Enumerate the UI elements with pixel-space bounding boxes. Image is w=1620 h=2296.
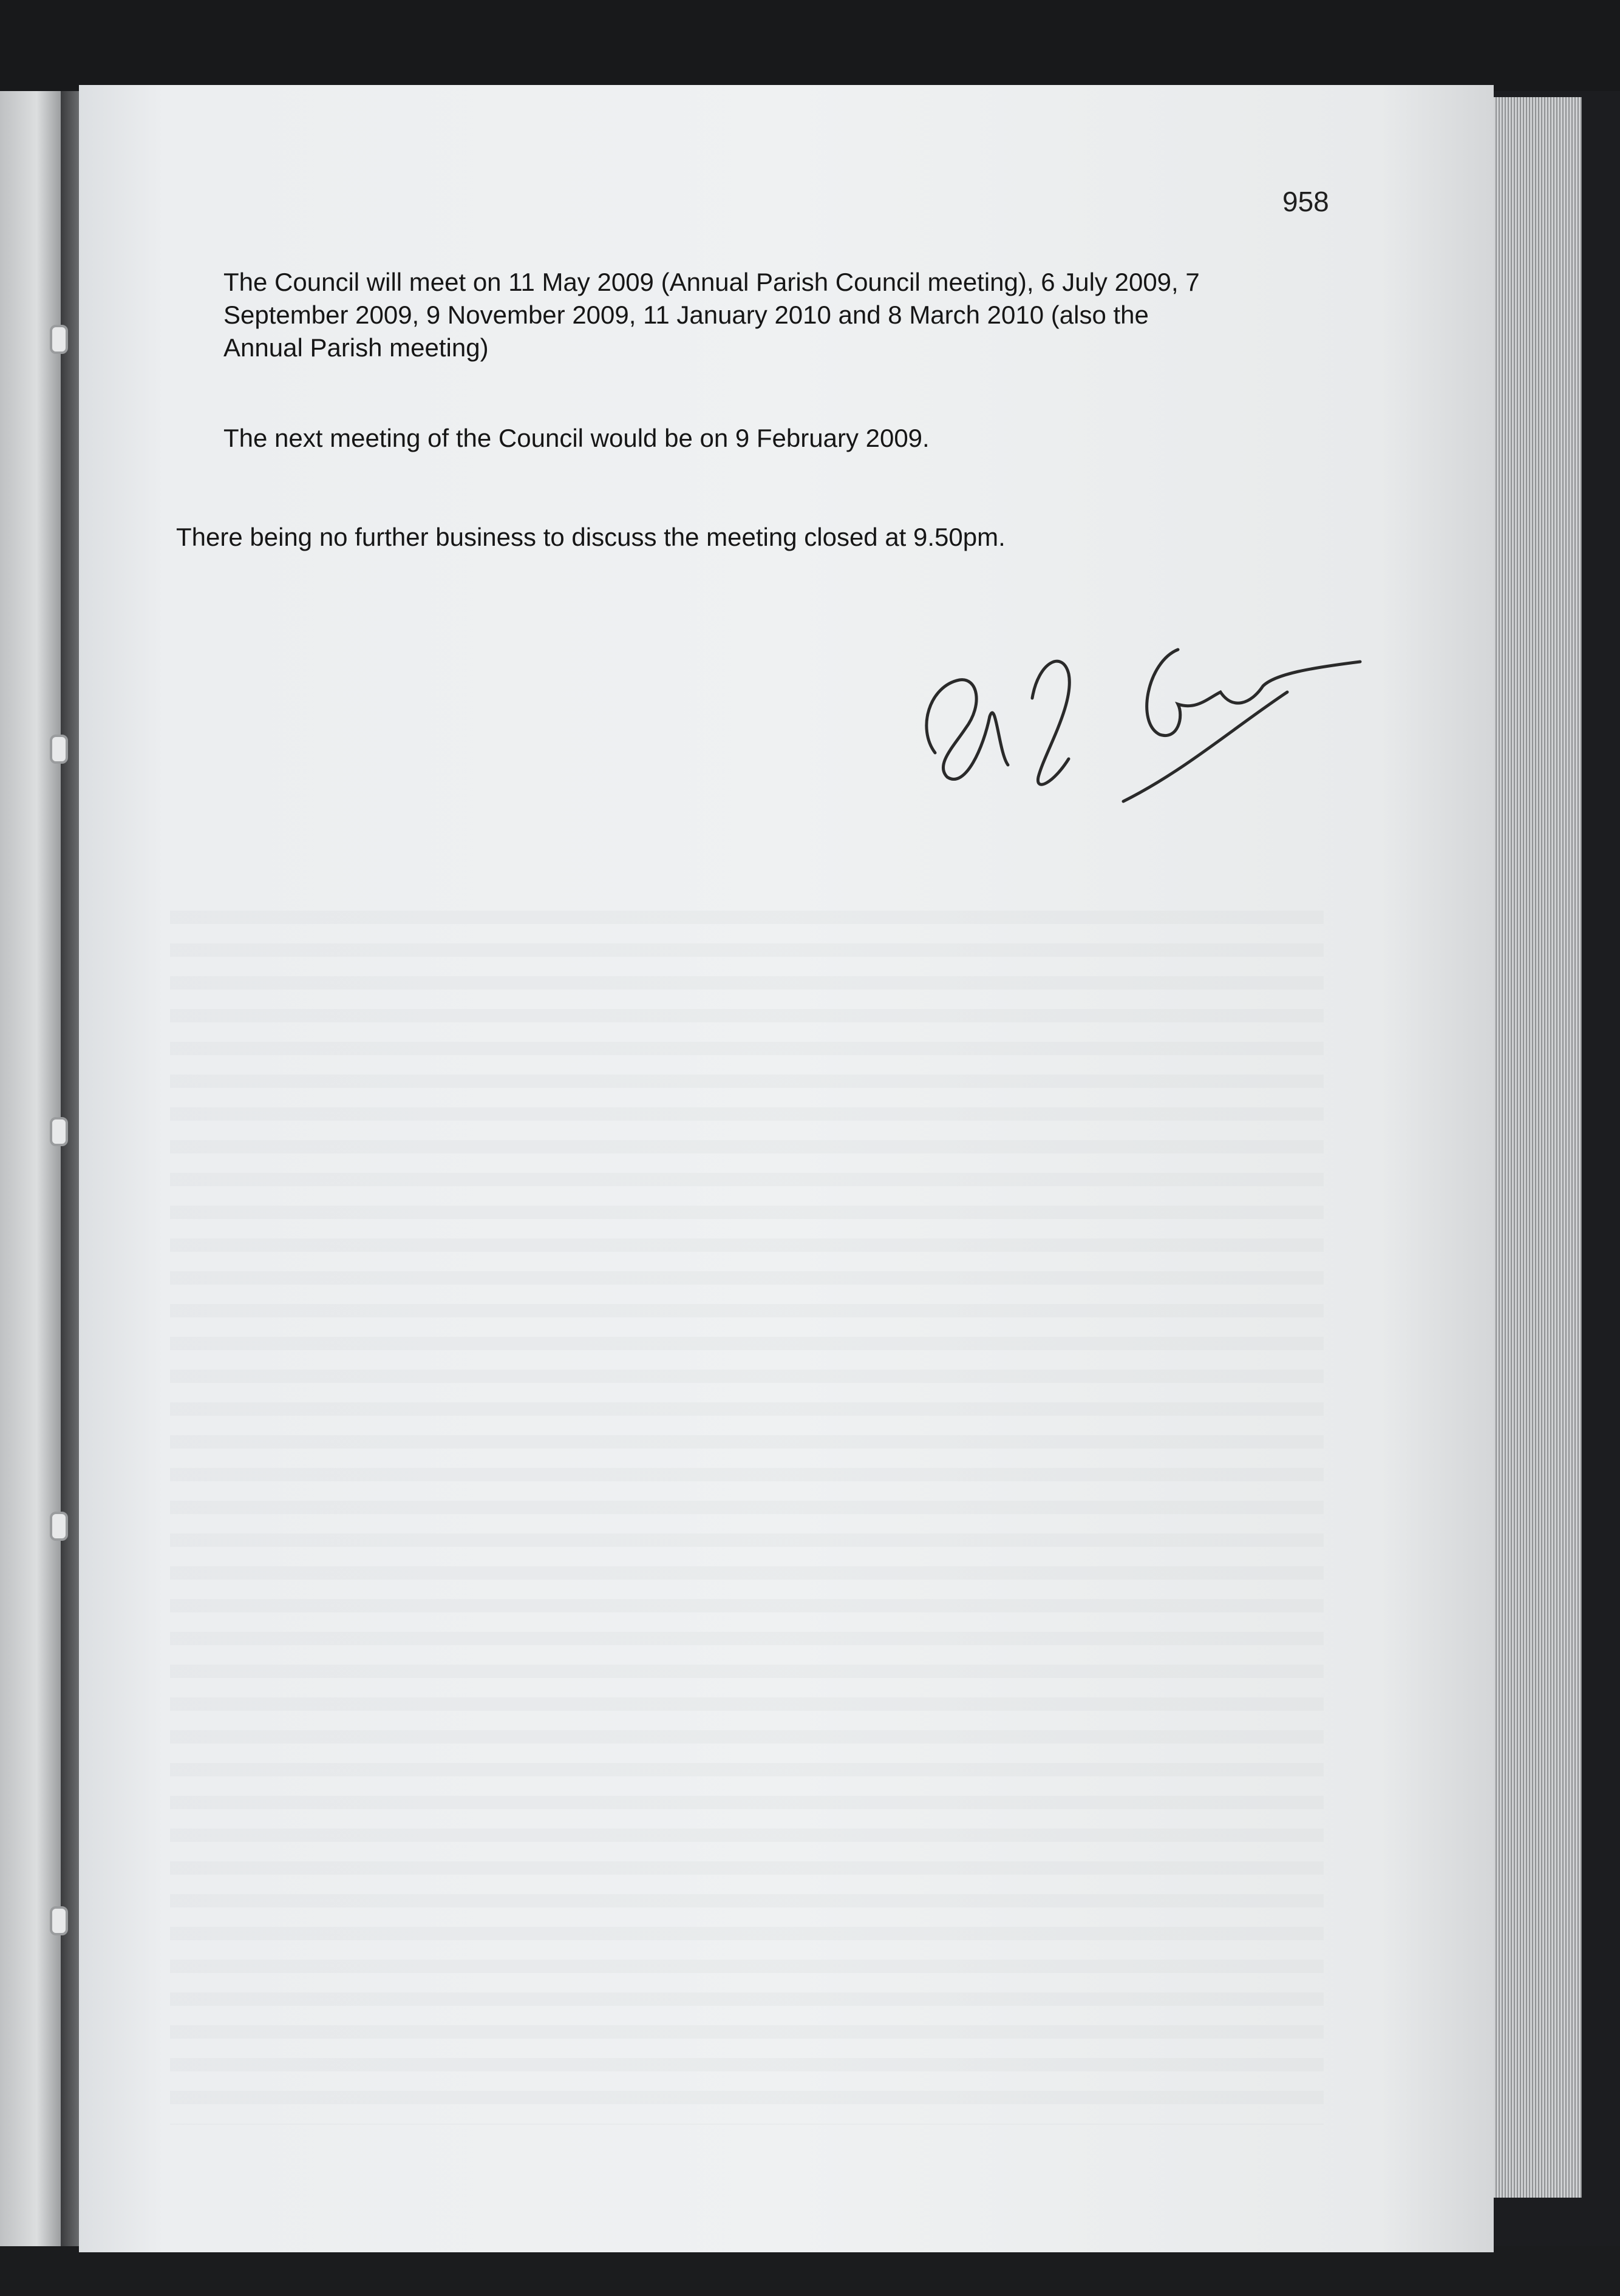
binder-ring xyxy=(50,735,68,764)
scanner-background-bottom xyxy=(0,2246,1620,2296)
meeting-dates-paragraph: The Council will meet on 11 May 2009 (Annual Parish Council meeting), 6 July 2009, 7 September 2009, 9 November 2009, 11 January 2010 and 8 March 2010 (also the Annual Parish meeting) xyxy=(223,268,1200,362)
next-meeting-paragraph: The next meeting of the Council would be on 9 February 2009. xyxy=(223,424,930,452)
handwritten-signature xyxy=(893,625,1403,820)
show-through-texture xyxy=(170,911,1324,2125)
binder-ring xyxy=(50,1906,68,1935)
binder-ring xyxy=(50,325,68,354)
closing-paragraph: There being no further business to discuss the meeting closed at 9.50pm. xyxy=(176,523,1006,551)
scanner-background-top xyxy=(0,0,1620,91)
page-number: 958 xyxy=(1282,186,1329,217)
binder-ring xyxy=(50,1117,68,1146)
page-stack-edges xyxy=(1491,97,1582,2198)
binder-ring xyxy=(50,1512,68,1541)
